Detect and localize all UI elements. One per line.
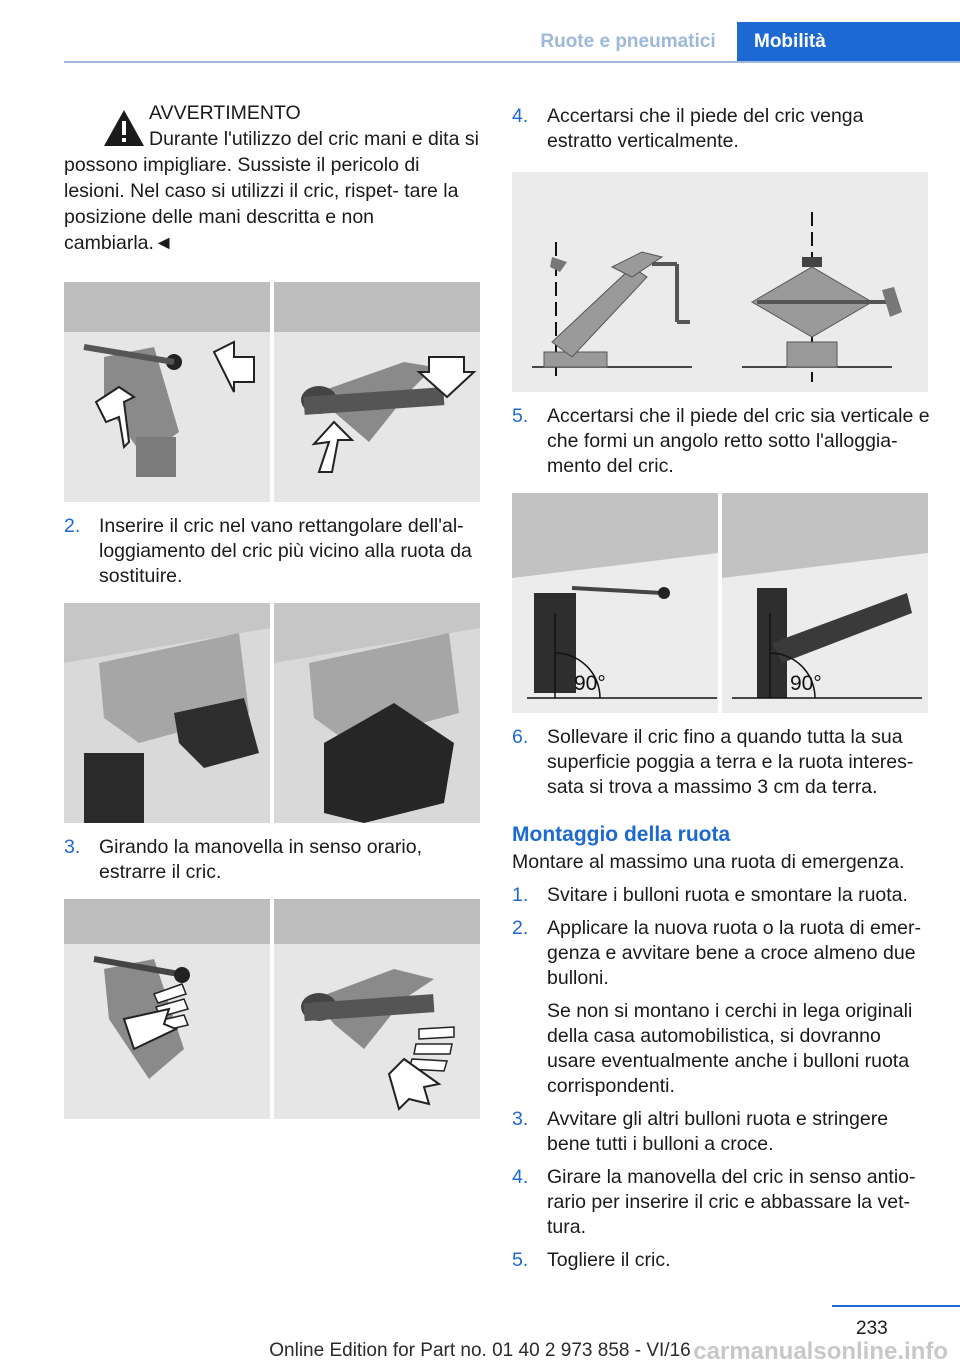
step-text: Togliere il cric. [547,1249,671,1271]
jack-housing-illustration [64,603,480,823]
watermark: carmanualsonline.info [693,1338,948,1365]
header-section-label[interactable]: Ruote e pneumatici [540,31,716,52]
figure-jack-housing [64,603,480,823]
step-note: Se non si montano i cerchi in lega originali della casa automobilistica, si dovranno usare eventualmente anche i bulloni ruota corrispondenti. [547,1000,913,1097]
warning-body: Durante l'utilizzo del cric mani e dita si possono impigliare. Sussiste il pericolo di lesioni. Nel caso si utilizzi il cric, rispet- tare la posizione delle mani descritta e non cambiarla.◄ [64,128,479,254]
mount-step-3 [512,1107,930,1157]
header-divider [64,61,960,63]
step-text: Svitare i bulloni ruota e smontare la ruota. [547,884,908,906]
figure-jack-insert [64,282,480,502]
angle-label-right: 90° [790,672,822,695]
warning-box [64,100,482,256]
step-number: 6. [512,726,529,748]
figure-jack-crank [64,899,480,1119]
step-text: Accertarsi che il piede del cric sia verticale e che formi un angolo retto sotto l'alloggia- mento del cric. [547,405,930,477]
step-4 [512,104,930,154]
step-3 [64,835,482,885]
figure-jack-vertical [512,172,928,392]
step-text: Avvitare gli altri bulloni ruota e stringere bene tutti i bulloni a croce. [547,1108,889,1155]
header-tab-mobility[interactable]: Mobilità [737,22,960,62]
step-number: 2. [512,917,529,939]
footer-edition: Online Edition for Part no. 01 40 2 973 858 - VI/16 [269,1340,691,1361]
step-2 [64,514,482,589]
angle-label-left: 90° [574,672,606,695]
step-text: Accertarsi che il piede del cric venga estratto verticalmente. [547,105,864,152]
section-intro: Montare al massimo una ruota di emergenza. [512,851,905,873]
jack-right-angle-illustration [512,493,928,713]
step-number: 1. [512,884,529,906]
step-number: 3. [512,1108,529,1130]
mount-step-4 [512,1165,930,1240]
page-number: 233 [856,1318,888,1339]
step-text: Applicare la nuova ruota o la ruota di emer- genza e avvitare bene a croce almeno due bulloni. [547,917,921,989]
step-text: Girando la manovella in senso orario, estrarre il cric. [99,836,423,883]
step-number: 2. [64,515,81,537]
jack-insert-illustration [64,282,480,502]
jack-crank-illustration [64,899,480,1119]
step-number: 5. [512,405,529,427]
step-number: 5. [512,1249,529,1271]
mount-step-1 [512,883,930,908]
warning-triangle-icon [102,108,146,148]
mount-step-2 [512,916,930,1099]
footer-divider [832,1305,960,1307]
step-number: 4. [512,1166,529,1188]
page-header [0,0,960,62]
right-column [512,100,930,1273]
figure-jack-right-angle [512,493,928,713]
step-text: Girare la manovella del cric in senso antio- rario per inserire il cric e abbassare la vet- tura. [547,1166,916,1238]
step-6 [512,725,930,800]
warning-title: AVVERTIMENTO [149,102,301,124]
mount-step-5 [512,1248,930,1273]
jack-vertical-schematic [512,172,928,392]
step-number: 4. [512,105,529,127]
step-5 [512,404,930,479]
step-number: 3. [64,836,81,858]
section-title-mounting: Montaggio della ruota [512,823,731,846]
step-text: Inserire il cric nel vano rettangolare dell'al- loggiamento del cric più vicino alla ruota da sostituire. [99,515,472,587]
left-column [64,100,482,1119]
step-text: Sollevare il cric fino a quando tutta la sua superficie poggia a terra e la ruota interes- sata si trova a massimo 3 cm da terra. [547,726,914,798]
